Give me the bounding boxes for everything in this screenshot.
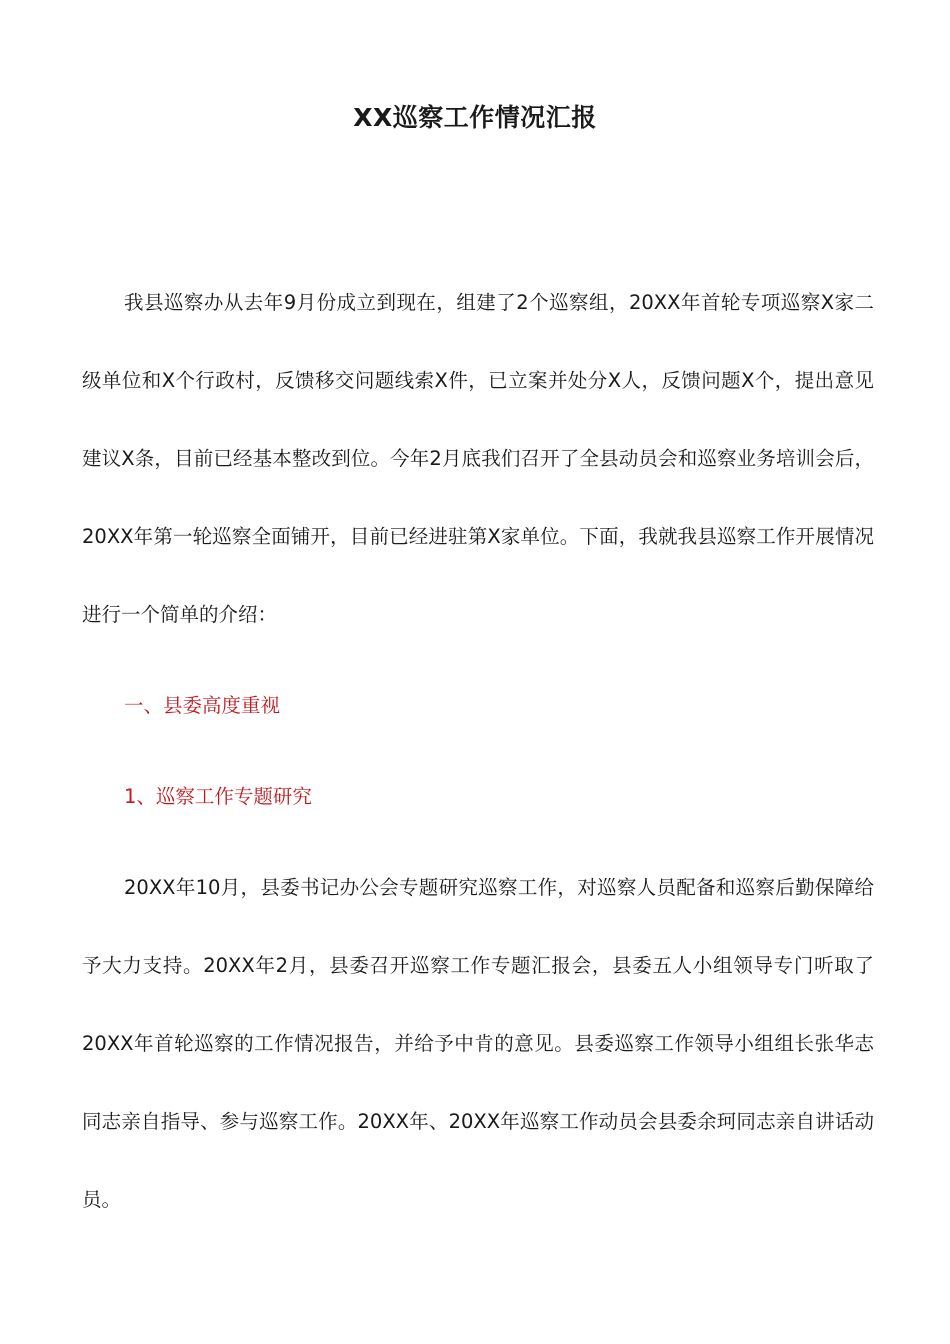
subsection-paragraph: 20XX年10月，县委书记办公会专题研究巡察工作，对巡察人员配备和巡察后勤保障给予大力支持。20XX年2月，县委召开巡察工作专题汇报会，县委五人小组领导专门听取了20XX年首轮巡察的工作情况报告，并给予中肯的意见。县委巡察工作领导小组组长张华志同志亲自指导、参与巡察工作。20XX年、20XX年巡察工作动员会县委余珂同志亲自讲话动员。 (82, 876, 875, 1211)
document-title: XX巡察工作情况汇报 (353, 103, 597, 132)
subsection-heading-1: 1、巡察工作专题研究 (124, 785, 312, 808)
section-heading-1: 一、县委高度重视 (124, 694, 281, 717)
intro-paragraph: 我县巡察办从去年9月份成立到现在，组建了2个巡察组，20XX年首轮专项巡察X家二级单位和X个行政村，反馈移交问题线索X件，已立案并处分X人，反馈问题X个，提出意见建议X条，目前已经基本整改到位。今年2月底我们召开了全县动员会和巡察业务培训会后，20XX年第一轮巡察全面铺开，目前已经进驻第X家单位。下面，我就我县巡察工作开展情况进行一个简单的介绍： (82, 291, 874, 626)
